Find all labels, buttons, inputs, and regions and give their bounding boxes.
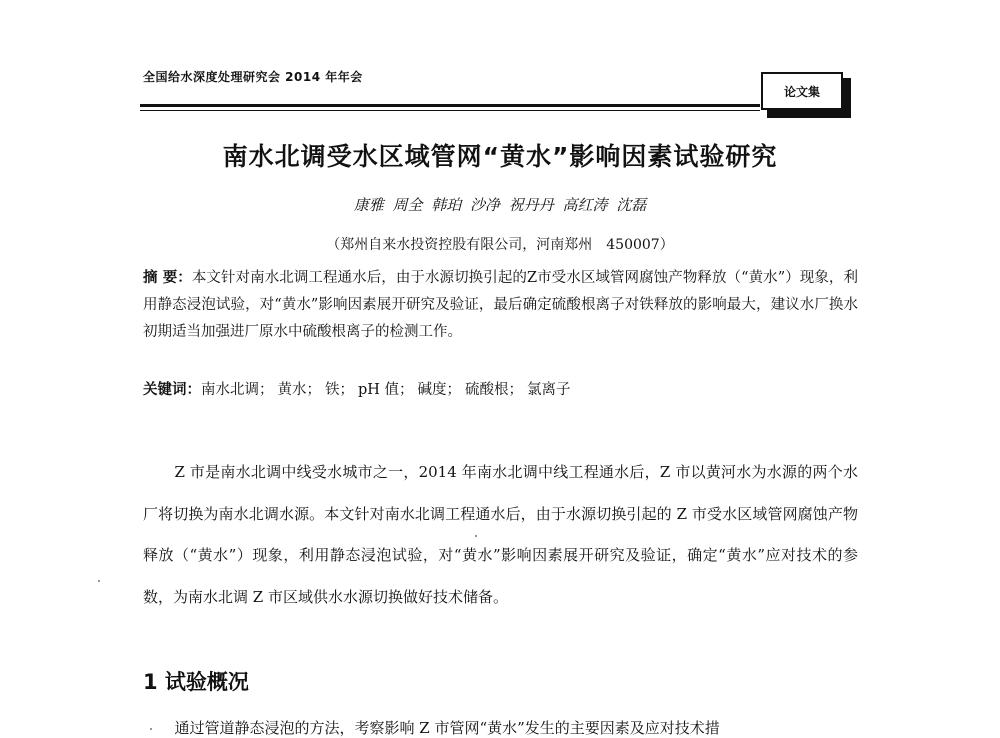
keyword: 碱度； (417, 382, 462, 398)
scan-speck (150, 728, 152, 730)
header-rule-thick (140, 104, 760, 107)
abstract (143, 265, 858, 346)
affiliation: （郑州自来水投资控股有限公司，河南郑州 450007） (326, 237, 674, 253)
proceedings-badge: 论文集 (761, 72, 843, 110)
authors: 康雅 周全 韩珀 沙净 祝丹丹 高红涛 沈磊 (353, 196, 647, 214)
paper-title: 南水北调受水区域管网“黄水”影响因素试验研究 (222, 142, 778, 171)
keyword: 氯离子 (527, 382, 571, 398)
section-first-line: 通过管道静态浸泡的方法，考察影响 Z 市管网“黄水”发生的主要因素及应对技术措 (174, 719, 720, 737)
intro-paragraph: Z 市是南水北调中线受水城市之一，2014 年南水北调中线工程通水后，Z 市以黄河水为水源的两个水厂将切换为南水北调水源。本文针对南水北调工程通水后，由于水源切换引起的 Z 市受水区域管网腐蚀产物释放（“黄水”）现象，利用静态浸泡试验，对“黄水”影响因素展开研究及验证，确定“黄水”应对技术的参数，为南水北调 Z 市区域供水水源切换做好技术储备。 (143, 463, 858, 606)
scan-speck (475, 535, 477, 537)
section-heading: 1 试验概况 (143, 670, 249, 694)
keyword: 黄水； (277, 382, 321, 398)
scan-speck (98, 580, 100, 582)
keywords-label: 关键词： (143, 382, 201, 398)
abstract-label: 摘 要： (143, 270, 192, 286)
keyword: 硫酸根； (465, 382, 524, 398)
header-rule-thin (140, 110, 760, 111)
keywords (143, 377, 858, 404)
keyword: pH 值； (358, 382, 414, 398)
abstract-text: 本文针对南水北调工程通水后，由于水源切换引起的Z市受水区域管网腐蚀产物释放（“黄水”）现象，利用静态浸泡试验，对“黄水”影响因素展开研究及验证，最后确定硫酸根离子对铁释放的影响最大，建议水厂换水初期适当加强进厂原水中硫酸根离子的检测工作。 (143, 270, 858, 340)
keyword: 铁； (325, 382, 354, 398)
header-conference: 全国给水深度处理研究会 2014 年年会 (143, 70, 363, 84)
keyword: 南水北调； (201, 382, 274, 398)
